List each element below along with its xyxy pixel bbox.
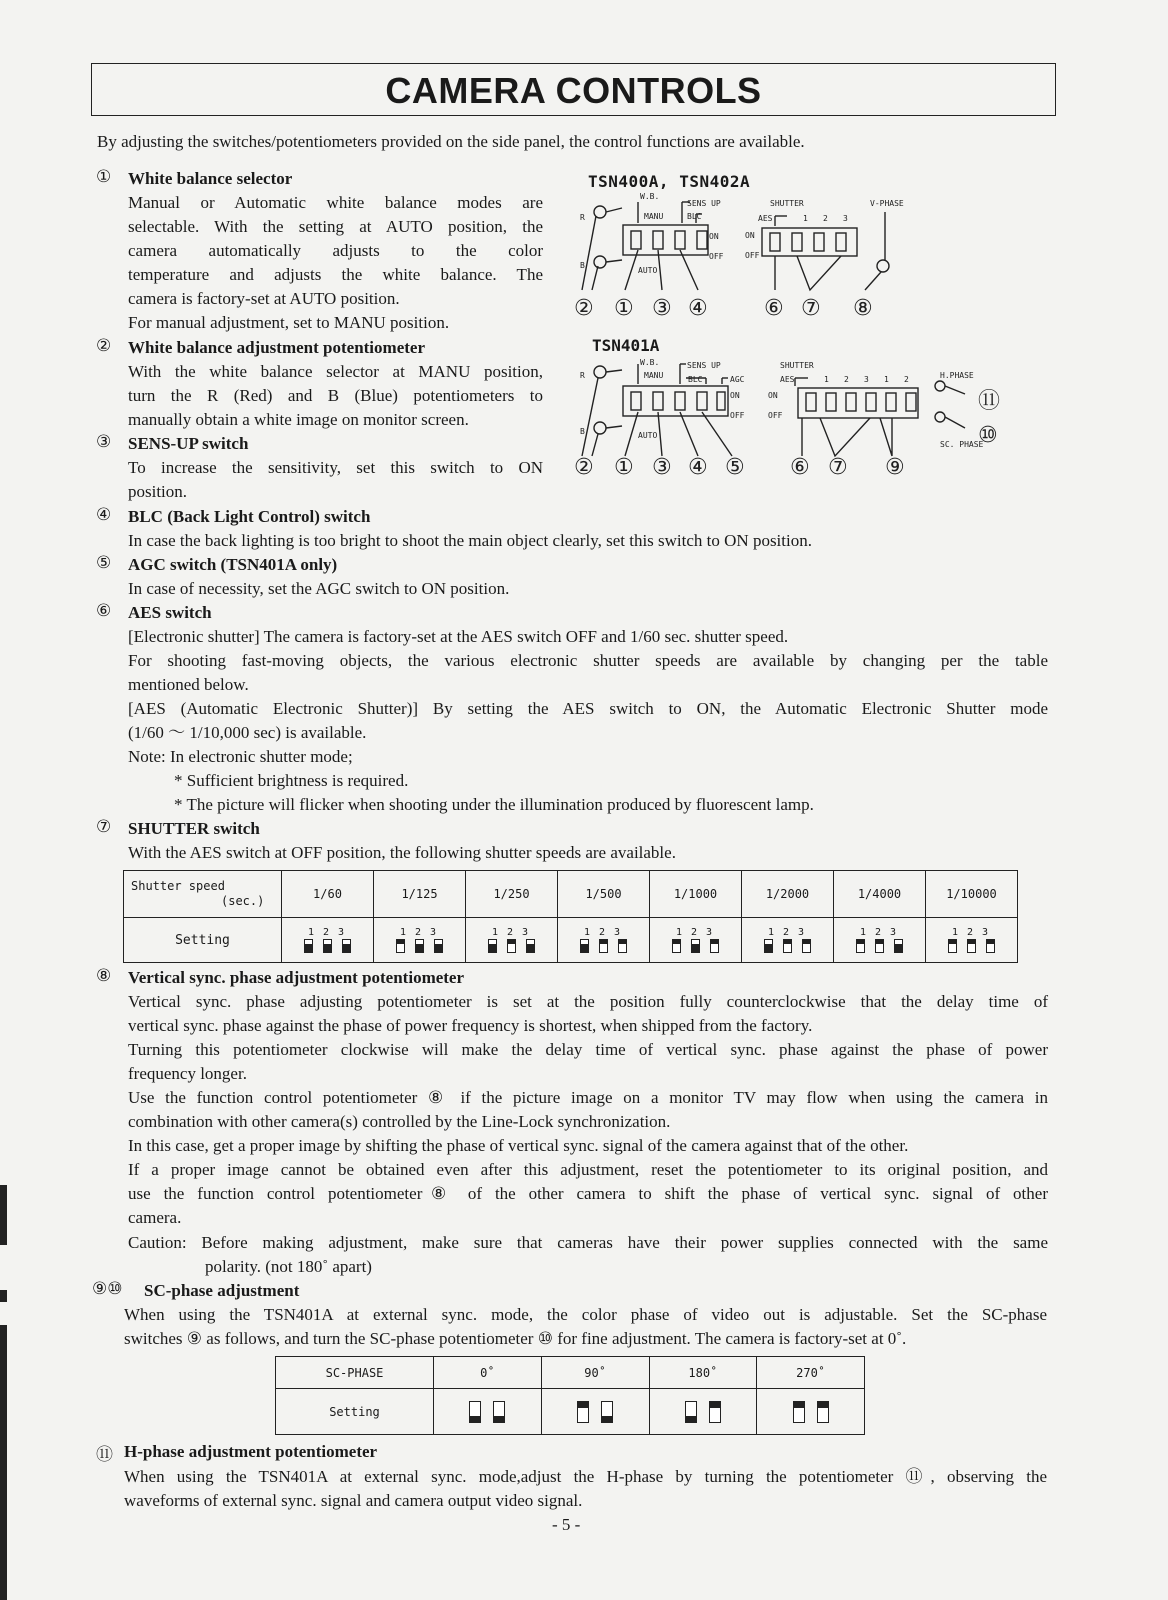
page-title: CAMERA CONTROLS: [385, 70, 762, 111]
agc-label: AGC: [730, 375, 745, 384]
dip-switch-icon: [967, 939, 976, 953]
section-number: ⑧: [96, 966, 112, 985]
sens-up-label: SENS UP: [687, 361, 721, 370]
tick-label: 3: [864, 375, 869, 384]
dip-switch-icon: [764, 939, 773, 953]
dip-switch-icon: [434, 939, 443, 953]
dip-switch-icon: [856, 939, 865, 953]
section-number: ⑦: [96, 817, 112, 836]
dip-switch-icon: [507, 939, 516, 953]
body-line: In case the back lighting is too bright to shoot the main object clearly, set this switch to ON position.: [128, 531, 812, 550]
sc-setting-cell: [649, 1389, 757, 1435]
body-line: (1/60 ～ 1/10,000 sec) is available.: [128, 723, 367, 742]
dip-switch-icon: [802, 939, 811, 953]
on-label: ON: [730, 391, 740, 400]
switch-panel-diagram-2: [574, 356, 1040, 491]
h-phase-label: H.PHASE: [940, 371, 974, 380]
speed-cell: 1/500: [558, 871, 650, 918]
dip-setting-cell: [834, 918, 926, 963]
dip-switch-icon: [948, 939, 957, 953]
dip-switch-icon: [710, 939, 719, 953]
body-line: For manual adjustment, set to MANU position.: [128, 313, 450, 332]
section-number: ④: [96, 505, 112, 524]
diagram-model-label: TSN400A, TSN402A: [588, 172, 751, 191]
b-label: B: [580, 261, 585, 270]
off-label: OFF: [768, 411, 783, 420]
body-line: [Electronic shutter] The camera is factory-set at the AES switch OFF and 1/60 sec. shutter speed.: [128, 627, 789, 646]
shutter-label: SHUTTER: [780, 361, 814, 370]
body-line: vertical sync. phase against the phase of power frequency is shortest, when shipped from the factory.: [128, 1016, 813, 1035]
body-line: switches ⑨ as follows, and turn the SC-phase potentiometer ⑩ for fine adjustment. The camera is factory-set at 0˚.: [124, 1329, 907, 1348]
blc-label: BLC: [687, 212, 702, 221]
callout: ④: [688, 296, 708, 321]
phase-cell: 0˚: [434, 1357, 542, 1389]
body-line: When using the TSN401A at external sync. mode, the color phase of video out is adjustable. Set the SC-phase: [124, 1305, 1047, 1324]
callout: ⑦: [801, 296, 821, 321]
shutter-header-unit: (sec.): [221, 894, 265, 908]
dip-switch-icon: [396, 939, 405, 953]
sens-up-label: SENS UP: [687, 199, 721, 208]
dip-switch-icon: [817, 1401, 829, 1423]
section-heading: AES switch: [128, 603, 212, 622]
dip-switch-icon: [526, 939, 535, 953]
v-phase-label: V-PHASE: [870, 199, 904, 208]
r-label: R: [580, 371, 585, 380]
callout: ⑩: [978, 423, 998, 448]
auto-label: AUTO: [638, 431, 658, 440]
diagram-model-label: TSN401A: [592, 336, 660, 355]
binder-mark: [0, 1185, 7, 1245]
dip-switch-icon: [415, 939, 424, 953]
dip-switch-icon: [323, 939, 332, 953]
tick-label: 1: [803, 214, 808, 223]
b-label: B: [580, 427, 585, 436]
tick-label: 2: [823, 214, 828, 223]
switch-panel-diagram-1: [574, 190, 1040, 325]
binder-mark: [0, 1290, 7, 1302]
callout: ⑤: [725, 455, 745, 480]
setting-label: Setting: [276, 1389, 434, 1435]
tick-label: 1: [824, 375, 829, 384]
sc-setting-cell: [541, 1389, 649, 1435]
intro-text: By adjusting the switches/potentiometers provided on the side panel, the control functions are available.: [97, 132, 805, 151]
dip-switch-icon: [577, 1401, 589, 1423]
shutter-header-label: Shutter speed: [131, 879, 225, 893]
manu-label: MANU: [644, 212, 664, 221]
section-heading: Vertical sync. phase adjustment potentiometer: [128, 968, 465, 987]
body-line: With the white balance selector at MANU position,: [128, 362, 543, 381]
on-label: ON: [745, 231, 755, 240]
speed-cell: 1/10000: [926, 871, 1018, 918]
dip-numbers: 123: [583, 927, 630, 939]
body-line: temperature and adjusts the white balance. The: [128, 265, 543, 284]
body-line: For shooting fast-moving objects, the various electronic shutter speeds are available by changing per the table: [128, 651, 1048, 670]
body-line: Use the function control potentiometer ⑧ if the picture image on a monitor TV may flow when using the camera in: [128, 1088, 1048, 1107]
tick-label: 2: [844, 375, 849, 384]
body-line: turn the R (Red) and B (Blue) potentiometers to: [128, 386, 543, 405]
section-number: ②: [96, 336, 112, 355]
callout: ①: [614, 296, 634, 321]
body-line: In this case, get a proper image by shifting the phase of vertical sync. signal of the camera against that of the other.: [128, 1136, 909, 1155]
on-label: ON: [709, 232, 719, 241]
dip-switch-icon: [304, 939, 313, 953]
sc-header-label: SC-PHASE: [276, 1357, 434, 1389]
section-number: ⑤: [96, 553, 112, 572]
dip-numbers: 123: [675, 927, 722, 939]
body-line: When using the TSN401A at external sync. mode,adjust the H-phase by turning the potentiometer ⑪, observing the: [124, 1467, 1047, 1486]
off-label: OFF: [745, 251, 760, 260]
section-heading: SHUTTER switch: [128, 819, 260, 838]
tick-label: 2: [904, 375, 909, 384]
body-line: Note: In electronic shutter mode;: [128, 747, 353, 766]
section-heading: SENS-UP switch: [128, 434, 249, 453]
body-line: waveforms of external sync. signal and camera output video signal.: [124, 1491, 583, 1510]
section-number: ⑨⑩: [92, 1279, 123, 1298]
phase-cell: 270˚: [757, 1357, 865, 1389]
sc-phase-label: SC. PHASE: [940, 440, 984, 449]
section-number: ⑥: [96, 601, 112, 620]
body-line: combination with other camera(s) controlled by the Line-Lock synchronization.: [128, 1112, 671, 1131]
body-line: position.: [128, 482, 188, 501]
section-heading: White balance selector: [128, 169, 293, 188]
off-label: OFF: [730, 411, 745, 420]
body-line: Turning this potentiometer clockwise will make the delay time of vertical sync. phase against the phase of power: [128, 1040, 1048, 1059]
dip-switch-icon: [783, 939, 792, 953]
manu-label: MANU: [644, 371, 664, 380]
page-number: - 5 -: [552, 1515, 581, 1534]
dip-numbers: 123: [399, 927, 446, 939]
body-line: [AES (Automatic Electronic Shutter)] By setting the AES switch to ON, the Automatic Electronic Shutter mode: [128, 699, 1048, 718]
speed-cell: 1/60: [282, 871, 374, 918]
shutter-header-cell: [124, 871, 282, 918]
body-line: camera is factory-set at AUTO position.: [128, 289, 400, 308]
dip-switch-icon: [599, 939, 608, 953]
body-line: * The picture will flicker when shooting under the illumination produced by fluorescent lamp.: [174, 795, 814, 814]
dip-setting-cell: [282, 918, 374, 963]
body-line: Manual or Automatic white balance modes are: [128, 193, 543, 212]
aes-label: AES: [758, 214, 773, 223]
body-line: With the AES switch at OFF position, the following shutter speeds are available.: [128, 843, 676, 862]
speed-cell: 1/2000: [742, 871, 834, 918]
speed-cell: 1/250: [466, 871, 558, 918]
off-label: OFF: [709, 252, 724, 261]
phase-cell: 180˚: [649, 1357, 757, 1389]
callout: ⑪: [978, 389, 1001, 414]
callout: ⑧: [853, 296, 873, 321]
dip-switch-icon: [672, 939, 681, 953]
dip-switch-icon: [493, 1401, 505, 1423]
body-line: frequency longer.: [128, 1064, 247, 1083]
dip-switch-icon: [618, 939, 627, 953]
tick-label: 1: [884, 375, 889, 384]
body-line: camera.: [128, 1208, 182, 1227]
body-line: use the function control potentiometer⑧ of the other camera to shift the phase of vertical sync. signal of other: [128, 1184, 1048, 1203]
sc-setting-cell: [434, 1389, 542, 1435]
callout: ③: [652, 455, 672, 480]
tick-label: 3: [843, 214, 848, 223]
section-number: ③: [96, 432, 112, 451]
body-line: If a proper image cannot be obtained even after this adjustment, reset the potentiometer to its original position, and: [128, 1160, 1048, 1179]
dip-numbers: 123: [491, 927, 538, 939]
section-number: ⑪: [96, 1445, 113, 1464]
dip-switch-icon: [342, 939, 351, 953]
speed-cell: 1/4000: [834, 871, 926, 918]
dip-setting-cell: [926, 918, 1018, 963]
auto-label: AUTO: [638, 266, 658, 275]
callout: ②: [574, 296, 594, 321]
callout: ②: [574, 455, 594, 480]
section-number: ①: [96, 167, 112, 186]
dip-switch-icon: [709, 1401, 721, 1423]
dip-numbers: 123: [307, 927, 354, 939]
aes-label: AES: [780, 375, 795, 384]
body-line: Caution: Before making adjustment, make sure that cameras have their power supplies connected with the same: [128, 1233, 1048, 1252]
body-line: Vertical sync. phase adjusting potentiometer is set at the position fully counterclockwise that the delay time of: [128, 992, 1048, 1011]
dip-switch-icon: [986, 939, 995, 953]
dip-setting-cell: [466, 918, 558, 963]
dip-numbers: 123: [767, 927, 814, 939]
dip-switch-icon: [601, 1401, 613, 1423]
body-line: In case of necessity, set the AGC switch to ON position.: [128, 579, 510, 598]
dip-setting-cell: [374, 918, 466, 963]
callout: ③: [652, 296, 672, 321]
section-heading: SC-phase adjustment: [144, 1281, 300, 1300]
section-heading: White balance adjustment potentiometer: [128, 338, 425, 357]
dip-switch-icon: [685, 1401, 697, 1423]
dip-switch-icon: [469, 1401, 481, 1423]
dip-switch-icon: [488, 939, 497, 953]
dip-setting-cell: [558, 918, 650, 963]
body-line: camera automatically adjusts to the color: [128, 241, 543, 260]
wb-label: W.B.: [640, 192, 660, 201]
dip-switch-icon: [894, 939, 903, 953]
dip-numbers: 123: [859, 927, 906, 939]
section-heading: AGC switch (TSN401A only): [128, 555, 338, 574]
dip-numbers: 123: [951, 927, 998, 939]
sc-phase-table: [275, 1356, 865, 1435]
body-line: polarity. (not 180˚ apart): [205, 1257, 372, 1276]
page-title-box: [91, 63, 1056, 116]
dip-switch-icon: [875, 939, 884, 953]
section-heading: H-phase adjustment potentiometer: [124, 1442, 378, 1461]
shutter-speed-table: [123, 870, 1018, 963]
blc-label: BLC: [688, 375, 703, 384]
dip-switch-icon: [691, 939, 700, 953]
dip-switch-icon: [580, 939, 589, 953]
dip-switch-icon: [793, 1401, 805, 1423]
dip-setting-cell: [742, 918, 834, 963]
sc-setting-cell: [757, 1389, 865, 1435]
callout: ④: [688, 455, 708, 480]
callout: ①: [614, 455, 634, 480]
phase-cell: 90˚: [541, 1357, 649, 1389]
body-line: To increase the sensitivity, set this switch to ON: [128, 458, 543, 477]
speed-cell: 1/125: [374, 871, 466, 918]
speed-cell: 1/1000: [650, 871, 742, 918]
callout: ⑦: [828, 455, 848, 480]
section-heading: BLC (Back Light Control) switch: [128, 507, 371, 526]
callout: ⑨: [885, 455, 905, 480]
wb-label: W.B.: [640, 358, 660, 367]
body-line: mentioned below.: [128, 675, 249, 694]
on-label: ON: [768, 391, 778, 400]
body-line: * Sufficient brightness is required.: [174, 771, 409, 790]
setting-label: Setting: [124, 918, 282, 963]
shutter-label: SHUTTER: [770, 199, 804, 208]
r-label: R: [580, 213, 585, 222]
callout: ⑥: [790, 455, 810, 480]
body-line: selectable. With the setting at AUTO position, the: [128, 217, 543, 236]
binder-mark: [0, 1325, 7, 1600]
body-line: manually obtain a white image on monitor screen.: [128, 410, 469, 429]
dip-setting-cell: [650, 918, 742, 963]
callout: ⑥: [764, 296, 784, 321]
